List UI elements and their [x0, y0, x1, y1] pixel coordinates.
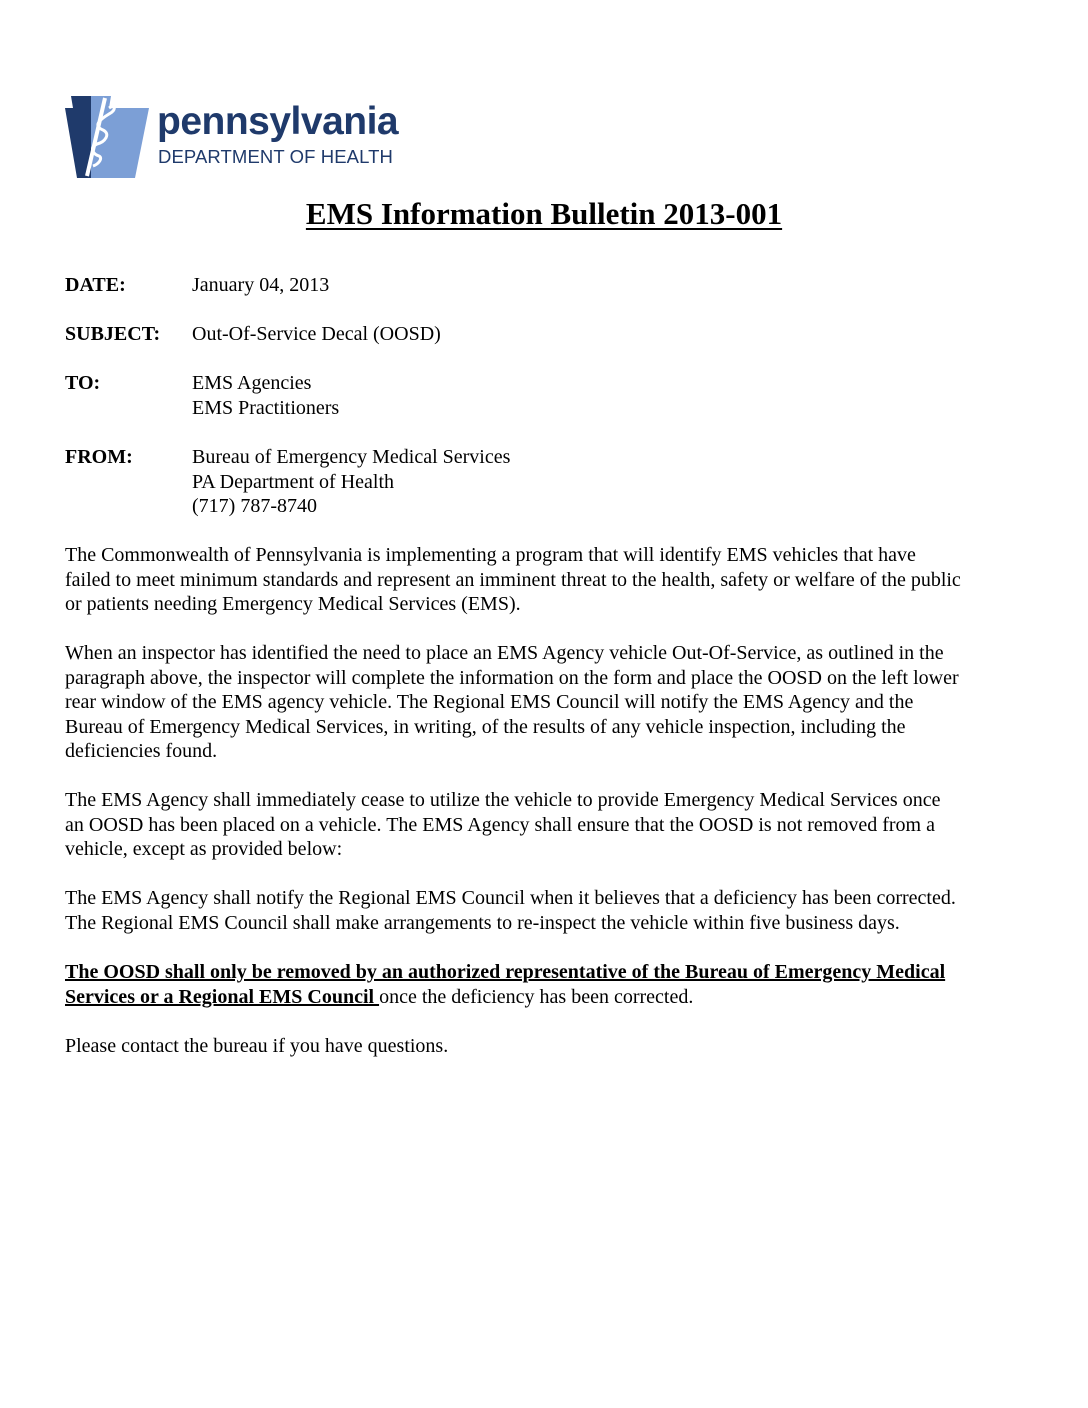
- logo-department: DEPARTMENT OF HEALTH: [158, 146, 393, 167]
- paragraph-line: The EMS Agency shall immediately cease to utilize the vehicle to provide Emergency Medical Services once: [65, 789, 941, 811]
- paragraph-4: [65, 886, 1035, 935]
- keystone-caduceus-icon: [65, 96, 150, 178]
- paragraph-line: The EMS Agency shall notify the Regional EMS Council when it believes that a deficiency has been corrected.: [65, 887, 956, 909]
- subject-value: Out-Of-Service Decal (OOSD): [192, 323, 441, 345]
- from-label: FROM:: [65, 446, 133, 468]
- paragraph-tail: once the deficiency has been corrected.: [379, 985, 694, 1008]
- from-line: Bureau of Emergency Medical Services: [192, 446, 511, 468]
- to-label: TO:: [65, 372, 101, 394]
- closing-line: Please contact the bureau if you have questions.: [65, 1035, 449, 1057]
- paragraph-line: an OOSD has been placed on a vehicle. The EMS Agency shall ensure that the OOSD is not removed from a: [65, 813, 935, 836]
- paragraph-line: failed to meet minimum standards and represent an imminent threat to the health, safety or welfare of the public: [65, 568, 961, 591]
- paragraph-2: [65, 641, 1035, 764]
- paragraph-line: Bureau of Emergency Medical Services, in writing, of the results of any vehicle inspection, including the: [65, 715, 906, 738]
- emphasis-line: Services or a Regional EMS Council: [65, 985, 380, 1008]
- date-value: January 04, 2013: [192, 274, 330, 296]
- from-phone: (717) 787-8740: [192, 495, 317, 517]
- paragraph-line: When an inspector has identified the need to place an EMS Agency vehicle Out-Of-Service, as outlined in the: [65, 642, 944, 664]
- paragraph-3: [65, 788, 1035, 862]
- to-line: EMS Agencies: [192, 372, 312, 394]
- paragraph-1: [65, 543, 1035, 617]
- logo-wordmark: pennsylvania: [157, 100, 399, 143]
- to-line: EMS Practitioners: [192, 396, 340, 419]
- pa-health-logo: [65, 96, 399, 178]
- paragraph-line: rear window of the EMS agency vehicle. The Regional EMS Council will notify the EMS Agency and the: [65, 691, 914, 713]
- paragraph-line: The Regional EMS Council shall make arrangements to re-inspect the vehicle within five business days.: [65, 911, 900, 934]
- paragraph-line: deficiencies found.: [65, 740, 218, 762]
- paragraph-line: or patients needing Emergency Medical Services (EMS).: [65, 593, 521, 615]
- from-line: PA Department of Health: [192, 470, 395, 493]
- paragraph-line: paragraph above, the inspector will complete the information on the form and place the OOSD on the left lower: [65, 666, 959, 689]
- paragraph-line: vehicle, except as provided below:: [65, 838, 343, 860]
- date-label: DATE:: [65, 274, 126, 296]
- emphasis-line: The OOSD shall only be removed by an authorized representative of the Bureau of Emergency Medical: [65, 961, 946, 983]
- paragraph-6: [65, 1034, 1035, 1059]
- bulletin-title: EMS Information Bulletin 2013-001: [305, 196, 783, 231]
- paragraph-line: The Commonwealth of Pennsylvania is implementing a program that will identify EMS vehicles that have: [65, 544, 916, 566]
- paragraph-5: [65, 960, 1035, 1009]
- subject-label: SUBJECT:: [65, 323, 161, 345]
